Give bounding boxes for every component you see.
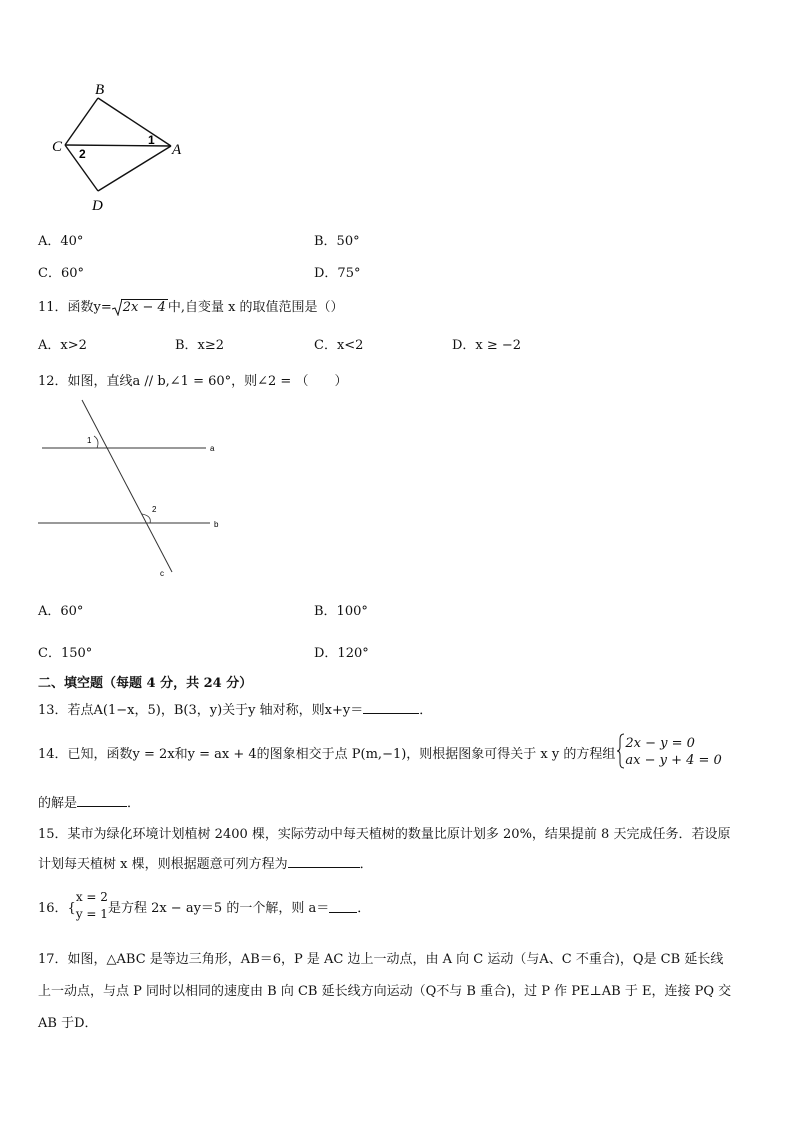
q11-question [38, 296, 344, 315]
q14-text: 14．已知，函数y = 2x和y = ax + 4的图象相交于点 P(m,−1)，则根据图象可得关于 x y 的方程组 [38, 746, 616, 762]
q14-question [38, 735, 722, 769]
q16-end: ． [357, 900, 371, 916]
q12-question: 12．如图，直线a // b,∠1 = 60°，则∠2 = （ ） [38, 374, 348, 389]
q11-prefix: 11．函数y= [38, 300, 112, 315]
q15-line1: 15．某市为绿化环境计划植树 2400 棵，实际劳动中每天植树的数量比原计划多 20%，结果提前 8 天完成任务．若设原 [38, 827, 731, 842]
q16-eq2: y = 1 [75, 907, 108, 921]
q11-suffix: 中,自变量 x 的取值范围是（） [167, 300, 344, 315]
segment-ca [65, 145, 171, 146]
q11-option-d: D．x ≥ −2 [452, 338, 522, 353]
label-b: B [95, 82, 105, 98]
segment-ba [98, 98, 171, 146]
q10-option-d: D．75° [314, 266, 361, 281]
q13-question [38, 699, 432, 718]
q11-radicand: 2x − 4 [122, 300, 166, 315]
q12-figure [34, 396, 234, 581]
q10-option-c: C．60° [38, 266, 84, 281]
q12-option-c: C．150° [38, 646, 93, 661]
q14-answer-line [38, 792, 140, 811]
q17-line2: 上一动点，与点 P 同时以相同的速度由 B 向 CB 延长线方向运动（Q不与 B 重合)，过 P 作 PE⊥AB 于 E，连接 PQ 交 [38, 984, 732, 999]
angle-2-label: 2 [152, 505, 157, 514]
label-a: A [172, 142, 182, 158]
q14-line2: 的解是 [38, 796, 78, 811]
q17-line3: AB 于D． [38, 1016, 98, 1031]
q16-question [38, 888, 370, 924]
angle-1-label: 1 [87, 436, 92, 445]
q13-end: ． [419, 703, 433, 718]
q11-option-c: C．x<2 [314, 338, 364, 353]
q14-eq1: 2x − y = 0 [625, 736, 695, 751]
q16-eq1: x = 2 [75, 890, 108, 904]
q14-answer-blank[interactable] [77, 794, 127, 807]
q15-end: ． [359, 857, 373, 872]
q10-option-a: A．40° [38, 234, 84, 249]
q15-line2-text: 计划每天植树 x 棵，则根据题意可列方程为 [38, 857, 288, 872]
q10-option-b: B．50° [314, 234, 360, 249]
q14-end: ． [127, 796, 141, 811]
q13-text: 13．若点A(1−x，5)，B(3，y)关于y 轴对称，则x+y＝ [38, 703, 364, 718]
q12-option-d: D．120° [314, 646, 369, 661]
label-line-a: a [210, 444, 215, 453]
label-line-b: b [214, 520, 219, 529]
q16-prefix: 16．{ [38, 900, 76, 916]
angle-1-arc [94, 436, 98, 448]
q11-sqrt [112, 300, 168, 315]
segment-da [98, 146, 171, 191]
q14-equation-system [617, 735, 721, 769]
brace-icon [617, 733, 625, 769]
segment-cb [65, 98, 98, 145]
q11-option-b: B．x≥2 [175, 338, 225, 353]
q12-option-a: A．60° [38, 604, 84, 619]
sqrt-icon [112, 298, 122, 316]
q10-figure [48, 78, 198, 218]
q15-answer-blank[interactable] [288, 855, 360, 868]
q16-answer-blank[interactable] [329, 900, 357, 913]
q12-option-b: B．100° [314, 604, 368, 619]
q11-option-a: A．x>2 [38, 338, 87, 353]
q15-line2 [38, 853, 373, 872]
label-line-c: c [160, 569, 164, 578]
q13-answer-blank[interactable] [363, 701, 419, 714]
q16-system [76, 889, 108, 923]
angle-2-label: 2 [79, 147, 86, 161]
q14-eq2: ax − y + 4 = 0 [625, 753, 722, 768]
q16-text: 是方程 2x − ay＝5 的一个解，则 a＝ [107, 900, 330, 916]
line-c [82, 400, 172, 572]
q17-line1: 17．如图，△ABC 是等边三角形，AB＝6，P 是 AC 边上一动点，由 A 向 C 运动（与A、C 不重合)，Q是 CB 延长线 [38, 952, 724, 967]
label-d: D [92, 198, 103, 214]
label-c: C [52, 139, 63, 155]
angle-1-label: 1 [148, 133, 155, 147]
section-heading: 二、填空题（每题 4 分，共 24 分） [38, 676, 253, 691]
